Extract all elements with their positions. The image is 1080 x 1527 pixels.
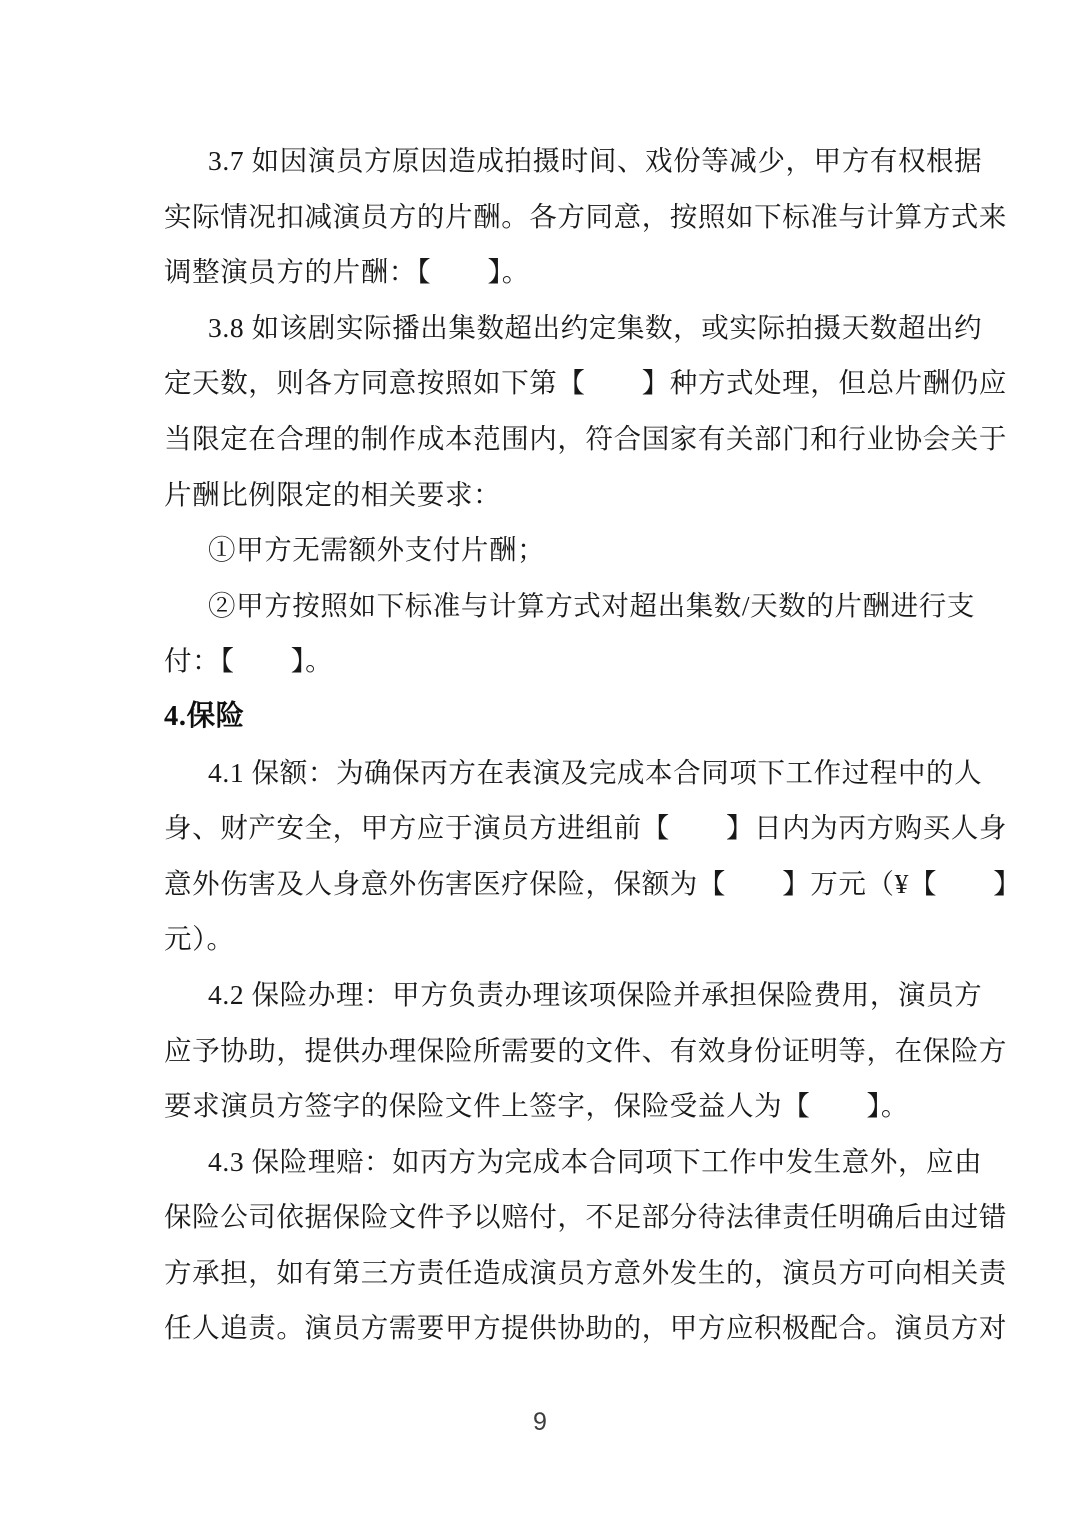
paragraph-line: 要求演员方签字的保险文件上签字，保险受益人为【 】。 [164, 1090, 909, 1122]
paragraph-line: 定天数，则各方同意按照如下第【 】种方式处理，但总片酬仍应 [164, 367, 1007, 399]
page-number: 9 [533, 1408, 547, 1436]
paragraph-line: 4.1 保额：为确保丙方在表演及完成本合同项下工作过程中的人 [208, 756, 983, 788]
paragraph-line: 当限定在合理的制作成本范围内，符合国家有关部门和行业协会关于 [164, 422, 1007, 454]
paragraph-line: 片酬比例限定的相关要求： [164, 478, 502, 510]
paragraph-line: 3.8 如该剧实际播出集数超出约定集数，或实际拍摄天数超出约 [208, 311, 983, 343]
paragraph-line: 意外伤害及人身意外伤害医疗保险，保额为【 】万元（¥【 】 [164, 867, 1022, 899]
paragraph-line: ①甲方无需额外支付片酬； [208, 534, 546, 566]
paragraph-line: 保险公司依据保险文件予以赔付，不足部分待法律责任明确后由过错 [164, 1201, 1007, 1233]
paragraph-line: 付：【 】。 [164, 645, 334, 677]
paragraph-line: 4.2 保险办理：甲方负责办理该项保险并承担保险费用，演员方 [208, 978, 983, 1010]
contract-text-block [164, 133, 1022, 1356]
paragraph-line: ②甲方按照如下标准与计算方式对超出集数/天数的片酬进行支 [208, 589, 975, 621]
paragraph-line: 身、财产安全，甲方应于演员方进组前【 】日内为丙方购买人身 [164, 812, 1007, 844]
paragraph-line: 调整演员方的片酬：【 】。 [164, 256, 530, 288]
paragraph-line: 方承担，如有第三方责任造成演员方意外发生的，演员方可向相关责 [164, 1256, 1007, 1288]
section-heading: 4.保险 [164, 700, 245, 732]
paragraph-line: 4.3 保险理赔：如丙方为完成本合同项下工作中发生意外，应由 [208, 1145, 983, 1177]
paragraph-line: 实际情况扣减演员方的片酬。各方同意，按照如下标准与计算方式来 [164, 200, 1007, 232]
page-footer [0, 1408, 1080, 1437]
paragraph-line: 元）。 [164, 923, 235, 955]
paragraph-line: 3.7 如因演员方原因造成拍摄时间、戏份等减少，甲方有权根据 [208, 145, 983, 176]
paragraph-line: 应予协助，提供办理保险所需要的文件、有效身份证明等，在保险方 [164, 1034, 1007, 1066]
paragraph-line: 任人追责。演员方需要甲方提供协助的，甲方应积极配合。演员方对 [164, 1312, 1007, 1344]
